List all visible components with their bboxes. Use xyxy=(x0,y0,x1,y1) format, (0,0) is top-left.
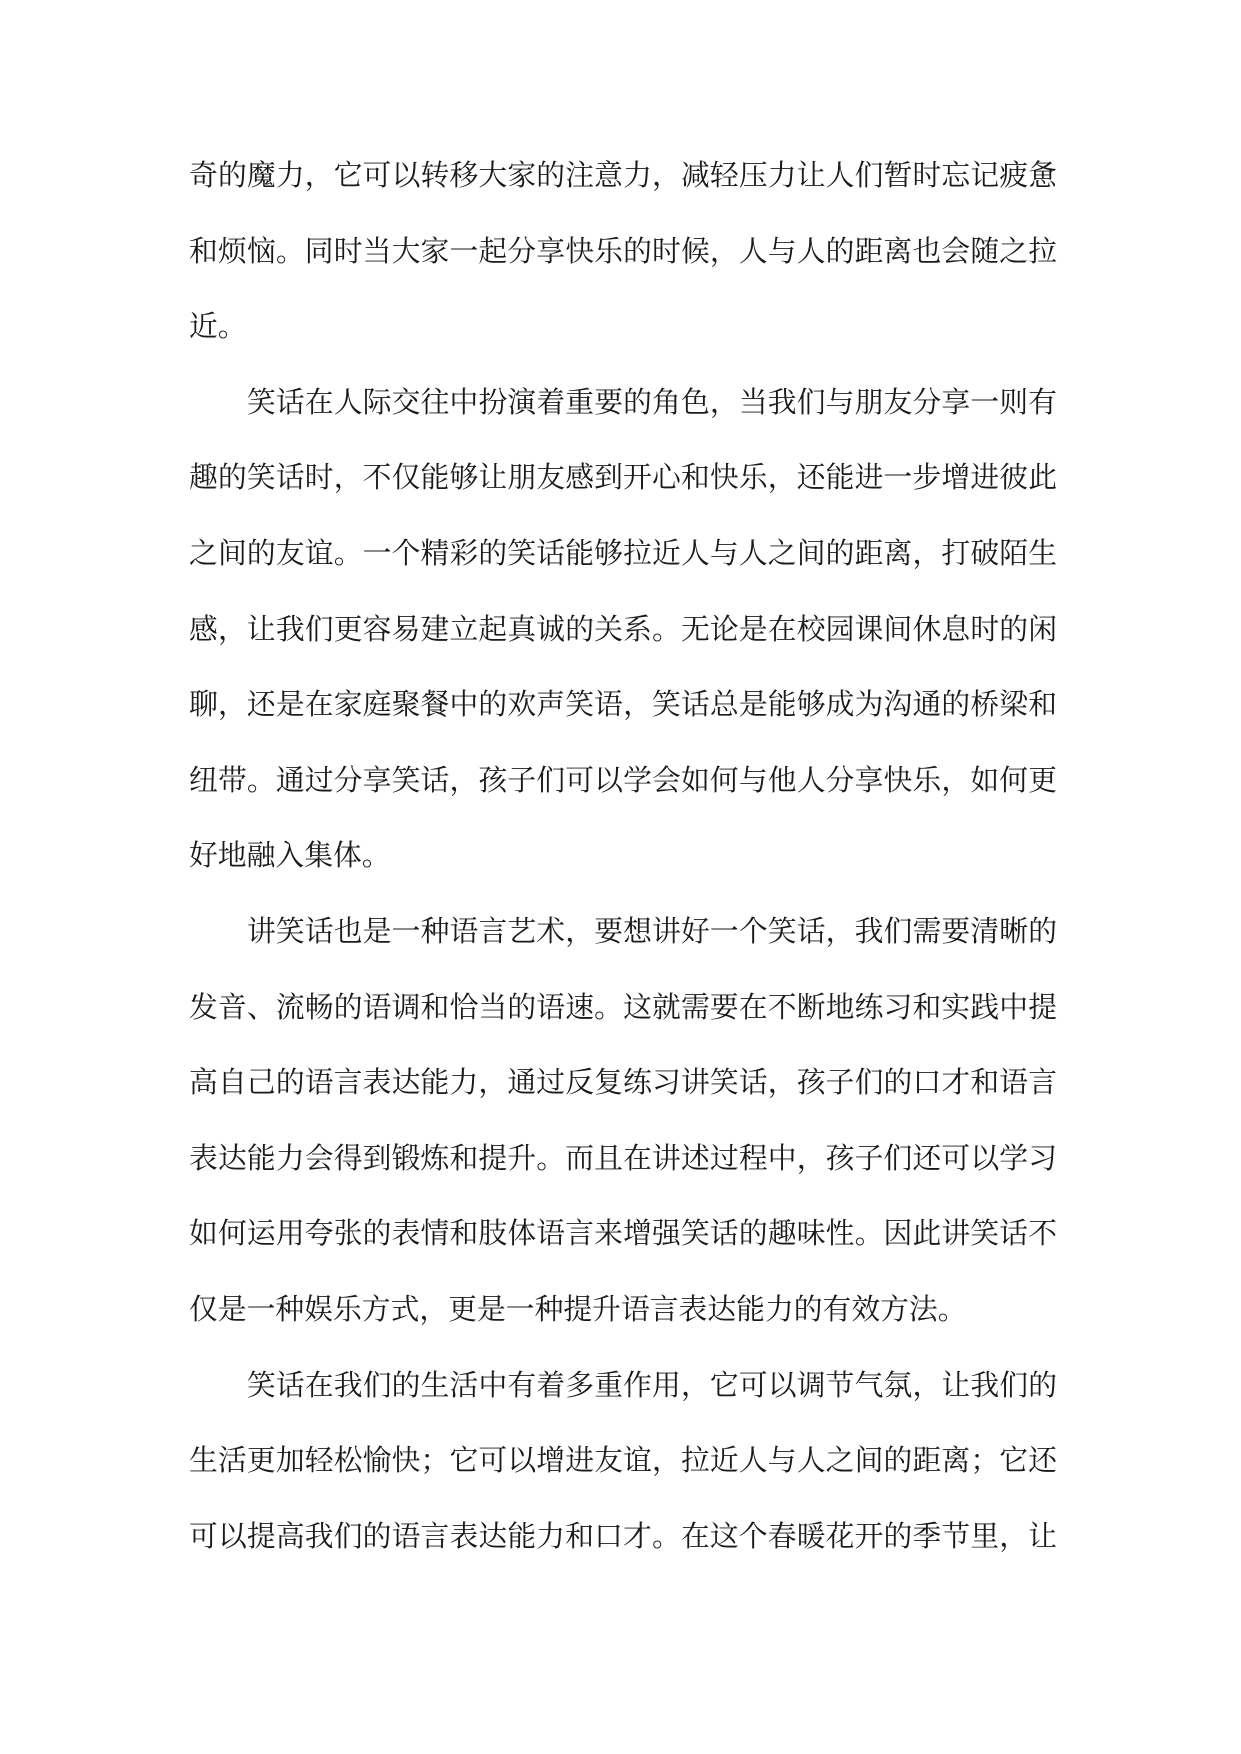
text-line: 聊，还是在家庭聚餐中的欢声笑语，笑话总是能够成为沟通的桥梁和 xyxy=(189,687,1057,722)
text-line: 笑话在人际交往中扮演着重要的角色，当我们与朋友分享一则有 xyxy=(247,384,1057,419)
text-line: 趣的笑话时，不仅能够让朋友感到开心和快乐，还能进一步增进彼此 xyxy=(189,460,1057,495)
text-line: 之间的友谊。一个精彩的笑话能够拉近人与人之间的距离，打破陌生 xyxy=(189,535,1057,570)
body-text xyxy=(189,138,1057,1574)
text-line: 近。 xyxy=(189,309,247,344)
text-line: 奇的魔力，它可以转移大家的注意力，减轻压力让人们暂时忘记疲惫 xyxy=(189,158,1057,192)
text-line: 笑话在我们的生活中有着多重作用，它可以调节气氛，让我们的 xyxy=(247,1367,1057,1402)
text-line: 讲笑话也是一种语言艺术，要想讲好一个笑话，我们需要清晰的 xyxy=(247,913,1057,948)
text-line: 表达能力会得到锻炼和提升。而且在讲述过程中，孩子们还可以学习 xyxy=(189,1140,1057,1175)
text-line: 高自己的语言表达能力，通过反复练习讲笑话，孩子们的口才和语言 xyxy=(189,1065,1057,1100)
text-line: 如何运用夸张的表情和肢体语言来增强笑话的趣味性。因此讲笑话不 xyxy=(189,1216,1057,1251)
text-line: 可以提高我们的语言表达能力和口才。在这个春暖花开的季节里，让 xyxy=(189,1518,1057,1553)
text-line: 生活更加轻松愉快；它可以增进友谊，拉近人与人之间的距离；它还 xyxy=(189,1443,1057,1478)
text-line: 仅是一种娱乐方式，更是一种提升语言表达能力的有效方法。 xyxy=(189,1291,967,1326)
text-line: 纽带。通过分享笑话，孩子们可以学会如何与他人分享快乐，如何更 xyxy=(189,762,1057,797)
text-line: 发音、流畅的语调和恰当的语速。这就需要在不断地练习和实践中提 xyxy=(189,989,1057,1024)
text-line: 感，让我们更容易建立起真诚的关系。无论是在校园课间休息时的闲 xyxy=(189,611,1057,646)
text-line: 和烦恼。同时当大家一起分享快乐的时候，人与人的距离也会随之拉 xyxy=(189,233,1057,268)
text-line: 好地融入集体。 xyxy=(189,838,391,873)
